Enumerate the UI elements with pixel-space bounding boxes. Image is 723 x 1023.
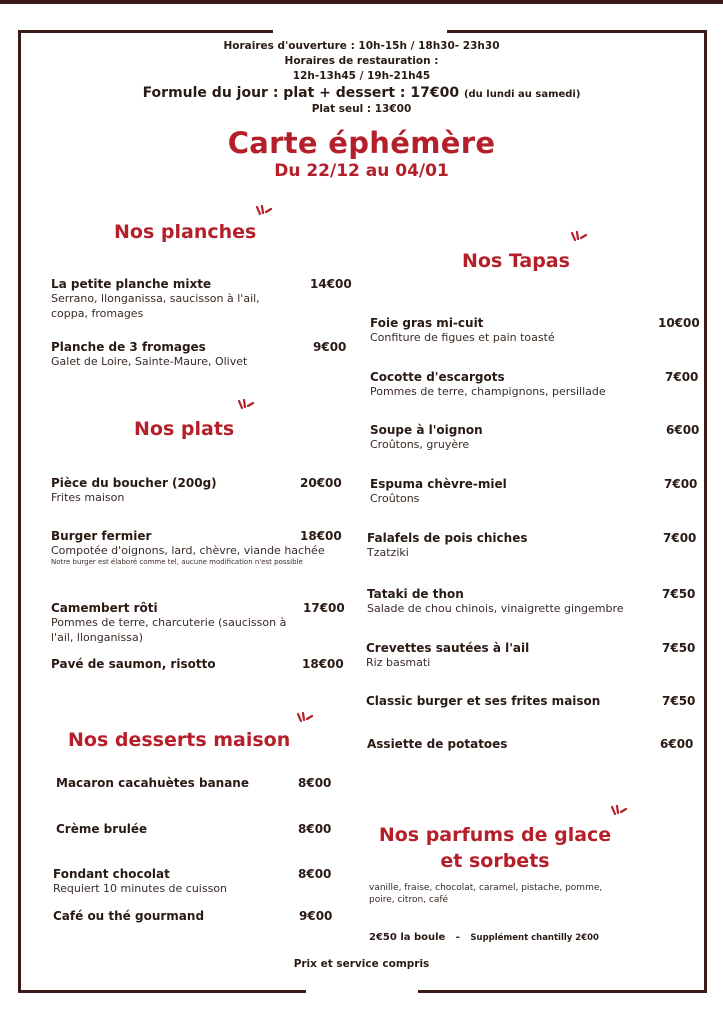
menu-item-name: Foie gras mi-cuit	[370, 316, 484, 330]
menu-item-price: 17€00	[303, 601, 345, 615]
menu-item-desc: Salade de chou chinois, vinaigrette gingembre	[367, 602, 624, 615]
ice-cream-price-line	[369, 932, 599, 943]
frame-line	[18, 30, 273, 33]
formule-note: (du lundi au samedi)	[463, 89, 581, 100]
menu-item-name: Café ou thé gourmand	[53, 909, 205, 923]
menu-item-name: Planche de 3 fromages	[51, 340, 206, 354]
menu-item-name: Fondant chocolat	[53, 867, 170, 881]
menu-item-price: 7€50	[662, 694, 696, 708]
flavours-list: vanille, fraise, chocolat, caramel, pistache, pomme, poire, citron, café	[369, 883, 603, 905]
menu-item-name: Pièce du boucher (200g)	[51, 476, 217, 490]
sparkle-icon	[610, 803, 628, 817]
menu-item-name: Espuma chèvre-miel	[370, 477, 507, 491]
menu-item-name: Crevettes sautées à l'ail	[366, 641, 530, 655]
menu-item-price: 9€00	[299, 909, 333, 923]
section-title-desserts: Nos desserts maison	[68, 729, 291, 751]
price-per-scoop: 2€50 la boule	[369, 932, 446, 943]
top-border	[0, 0, 723, 4]
menu-item-name: Falafels de pois chiches	[367, 531, 528, 545]
section-title-plats: Nos plats	[134, 418, 235, 440]
footer-note: Prix et service compris	[293, 958, 430, 970]
service-hours-label: Horaires de restauration :	[284, 55, 439, 67]
frame-line	[18, 990, 306, 993]
sparkle-icon	[237, 397, 255, 411]
menu-item-name: La petite planche mixte	[51, 277, 212, 291]
menu-item-desc: Frites maison	[51, 491, 125, 504]
formule-du-jour	[0, 85, 723, 101]
page-subtitle: Du 22/12 au 04/01	[274, 161, 449, 181]
menu-item-price: 6€00	[660, 737, 694, 751]
menu-item-price: 7€00	[664, 477, 698, 491]
menu-item-name: Tataki de thon	[367, 587, 464, 601]
menu-item-desc: Confiture de figues et pain toasté	[370, 331, 555, 344]
sparkle-icon	[296, 710, 314, 724]
menu-item-name: Soupe à l'oignon	[370, 423, 483, 437]
menu-item-desc: Pommes de terre, charcuterie (saucisson à l'ail, llonganissa)	[51, 616, 287, 644]
separator: -	[455, 932, 460, 943]
sparkle-icon	[570, 229, 588, 243]
menu-item-desc: Riz basmati	[366, 656, 431, 669]
section-title-planches: Nos planches	[114, 221, 257, 243]
menu-item-name: Pavé de saumon, risotto	[51, 657, 216, 671]
menu-item-desc: Compotée d'oignons, lard, chèvre, viande hachée	[51, 544, 325, 557]
menu-item-desc: Requiert 10 minutes de cuisson	[53, 882, 228, 895]
menu-item-name: Burger fermier	[51, 529, 152, 543]
menu-item-price: 18€00	[302, 657, 344, 671]
sparkle-icon	[255, 203, 273, 217]
menu-item-desc: Galet de Loire, Sainte-Maure, Olivet	[51, 355, 248, 368]
menu-item-name: Camembert rôti	[51, 601, 158, 615]
section-title-glaces-line1: Nos parfums de glace	[378, 824, 612, 846]
page-title: Carte éphémère	[227, 126, 496, 160]
menu-item-desc: Croûtons	[370, 492, 420, 505]
menu-item-price: 10€00	[658, 316, 700, 330]
section-title-glaces-line2: et sorbets	[440, 850, 550, 872]
menu-item-price: 8€00	[298, 822, 332, 836]
frame-line	[447, 30, 707, 33]
menu-item-name: Crème brulée	[56, 822, 148, 836]
menu-item-price: 8€00	[298, 867, 332, 881]
menu-item-name: Classic burger et ses frites maison	[366, 694, 601, 708]
menu-item-price: 18€00	[300, 529, 342, 543]
menu-item-desc: Serrano, llonganissa, saucisson à l'ail, coppa, fromages	[51, 292, 260, 320]
chantilly-supplement: Supplément chantilly 2€00	[470, 933, 599, 943]
menu-item-price: 7€00	[663, 531, 697, 545]
menu-item-note: Notre burger est élaboré comme tel, aucune modification n'est possible	[51, 558, 303, 566]
menu-item-price: 7€00	[665, 370, 699, 384]
menu-item-name: Macaron cacahuètes banane	[56, 776, 249, 790]
menu-item-desc: Croûtons, gruyère	[370, 438, 470, 451]
menu-item-price: 7€50	[662, 641, 696, 655]
menu-item-price: 20€00	[300, 476, 342, 490]
section-title-tapas: Nos Tapas	[462, 250, 570, 272]
menu-item-price: 8€00	[298, 776, 332, 790]
frame-line	[418, 990, 707, 993]
menu-item-name: Cocotte d'escargots	[370, 370, 505, 384]
menu-item-price: 7€50	[662, 587, 696, 601]
menu-item-desc: Tzatziki	[367, 546, 409, 559]
plat-seul: Plat seul : 13€00	[311, 103, 412, 115]
menu-item-price: 6€00	[666, 423, 700, 437]
menu-item-price: 14€00	[310, 277, 352, 291]
service-hours: 12h-13h45 / 19h-21h45	[292, 70, 431, 82]
opening-hours: Horaires d'ouverture : 10h-15h / 18h30- 23h30	[223, 40, 500, 52]
formule-text: Formule du jour : plat + dessert : 17€00	[142, 85, 460, 101]
menu-item-price: 9€00	[313, 340, 347, 354]
menu-item-name: Assiette de potatoes	[367, 737, 508, 751]
menu-item-desc: Pommes de terre, champignons, persillade	[370, 385, 606, 398]
